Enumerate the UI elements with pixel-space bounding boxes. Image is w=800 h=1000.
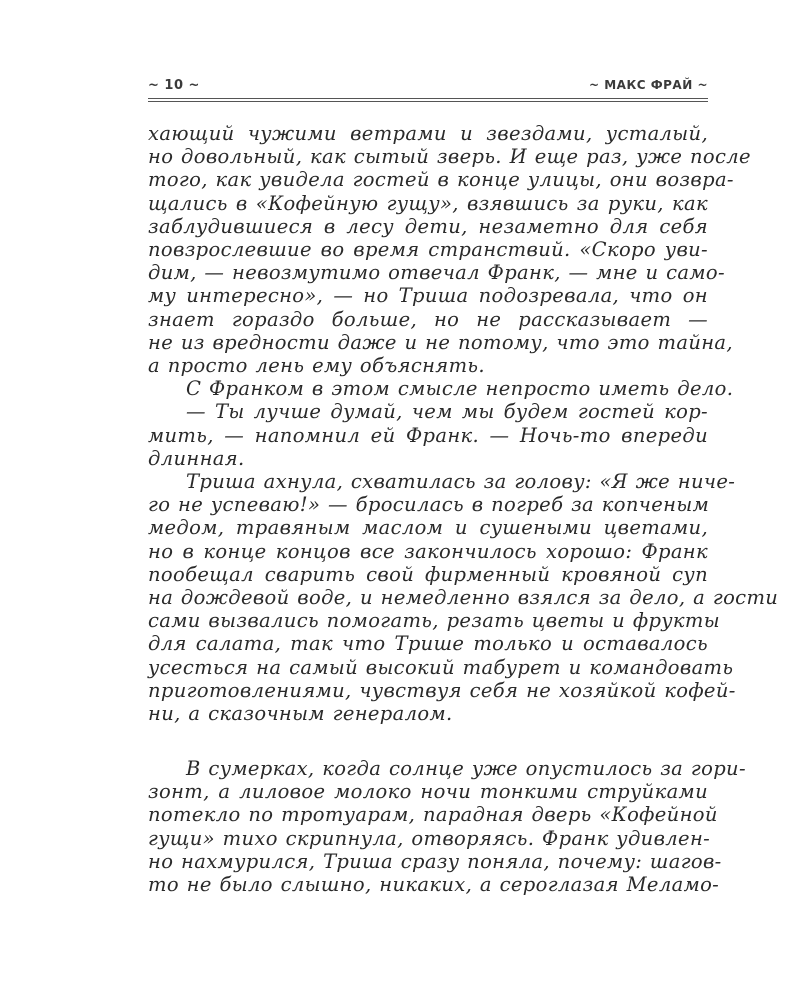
text-line: а просто лень ему объяснять. [148,354,485,378]
text-line: знает гораздо больше, но не рассказывает — [148,307,708,331]
page-number: ~ 10 ~ [148,78,200,93]
text-line: му интересно», — но Триша подозревала, что он [148,284,708,308]
running-title: ~ МАКС ФРАЙ ~ [588,78,708,92]
text-line: сами вызвались помогать, резать цветы и фрукты [148,609,721,633]
text-line: — Ты лучше думай, чем мы будем гостей кор- [186,400,708,424]
text-line: не из вредности даже и не потому, что это тайна, [148,330,733,354]
text-line: для салата, так что Трише только и оставалось [148,632,708,656]
text-line: заблудившиеся в лесу дети, незаметно для себя [148,214,708,238]
text-line: ни, а сказочным генералом. [148,702,453,726]
text-line: го не успеваю!» — бросилась в погреб за копченым [148,493,710,517]
text-line: повзрослевшие во время странствий. «Скоро уви- [148,238,708,262]
text-line: пообещал сварить свой фирменный кровяной суп [148,562,708,586]
text-line: на дождевой воде, и немедленно взялся за дело, а гости [148,586,779,610]
text-line: но нахмурился, Триша сразу поняла, почему: шагов- [148,849,722,873]
body-text-block-b [148,757,746,897]
text-line: щались в «Кофейную гущу», взявшись за руки, как [148,191,708,215]
page-header [148,78,708,102]
text-line: гущи» тихо скрипнула, отворяясь. Франк удивлен- [148,826,711,850]
text-line: приготовлениями, чувствуя себя не хозяйкой кофей- [148,678,736,702]
text-line: мить, — напомнил ей Франк. — Ночь-то впереди [148,423,708,447]
text-line: того, как увидела гостей в конце улицы, они возвра- [148,168,734,192]
text-line: хающий чужими ветрами и звездами, усталый, [148,122,708,145]
text-line: но в конце концов все закончилось хорошо: Франк [148,539,708,563]
header-rule-secondary [148,101,708,102]
text-line: дим, — невозмутимо отвечал Франк, — мне и само- [148,261,725,285]
text-line: зонт, а лиловое молоко ночи тонкими струйками [148,780,708,804]
text-line: Триша ахнула, схватилась за голову: «Я же ниче- [186,470,736,494]
text-line: потекло по тротуарам, парадная дверь «Кофейной [148,803,718,827]
header-rule [148,98,708,99]
text-line: В сумерках, когда солнце уже опустилось за гори- [186,757,746,780]
text-line: то не было слышно, никаких, а сероглазая Меламо- [148,873,720,897]
text-line: медом, травяным маслом и сушеными цветами, [148,516,708,540]
text-line: но довольный, как сытый зверь. И еще раз, уже после [148,145,751,169]
text-line: длинная. [148,446,245,470]
body-text-block-a [148,122,779,726]
text-line: С Франком в этом смысле непросто иметь дело. [186,377,734,401]
text-line: усесться на самый высокий табурет и командовать [148,655,734,679]
